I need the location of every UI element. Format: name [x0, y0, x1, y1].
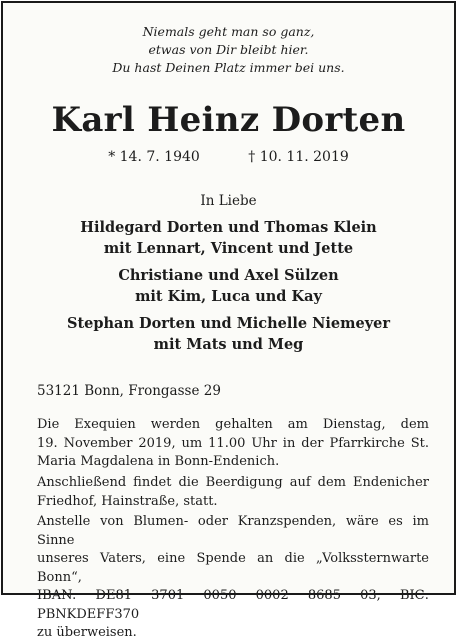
family-address: 53121 Bonn, Frongasse 29	[37, 383, 221, 399]
text-line: Friedhof, Hainstraße, statt.	[37, 493, 218, 509]
burial-paragraph	[37, 474, 429, 511]
mourner-group	[3, 265, 454, 307]
text-line: 19. November 2019, um 11.00 Uhr in der Pfarrkirche St.	[37, 435, 429, 451]
text-line: unseres Vaters, eine Spende an die „Volkssternwarte Bonn“,	[37, 551, 429, 585]
text-line: zu überweisen.	[37, 625, 137, 640]
mourner-line: mit Kim, Luca und Kay	[135, 288, 322, 305]
obituary-notice	[1, 1, 456, 640]
mourner-line: mit Mats und Meg	[153, 336, 304, 353]
text-line: Maria Magdalena in Bonn-Endenich.	[37, 454, 280, 469]
mourner-line: Hildegard Dorten und Thomas Klein	[80, 219, 377, 236]
motto-line: Du hast Deinen Platz immer bei uns.	[112, 60, 345, 75]
text-line: Die Exequien werden gehalten am Dienstag, dem	[37, 417, 429, 432]
birth-date: * 14. 7. 1940	[108, 149, 200, 165]
mourners-list	[3, 217, 454, 361]
donation-paragraph	[37, 513, 429, 643]
text-line: Anschließend findet die Beerdigung auf dem Endenicher	[37, 475, 429, 490]
mourner-line: Christiane und Axel Sülzen	[118, 267, 339, 284]
motto-line: etwas von Dir bleibt hier.	[148, 42, 309, 57]
life-dates	[3, 148, 454, 166]
motto-line: Niemals geht man so ganz,	[142, 24, 315, 39]
text-line: Anstelle von Blumen- oder Kranzspenden, wäre es im Sinne	[37, 514, 429, 548]
in-liebe-label: In Liebe	[200, 193, 257, 209]
text-line: IBAN: DE81 3701 0050 0002 8685 03, BIC: PBNKDEFF370	[37, 588, 429, 622]
mourner-group	[3, 217, 454, 259]
deceased-name: Karl Heinz Dorten	[51, 100, 406, 140]
exequien-paragraph	[37, 416, 429, 472]
motto-verse	[3, 23, 454, 77]
mourner-group	[3, 313, 454, 355]
mourner-line: Stephan Dorten und Michelle Niemeyer	[66, 315, 391, 332]
mourner-line: mit Lennart, Vincent und Jette	[103, 240, 354, 257]
death-date: † 10. 11. 2019	[248, 149, 349, 165]
